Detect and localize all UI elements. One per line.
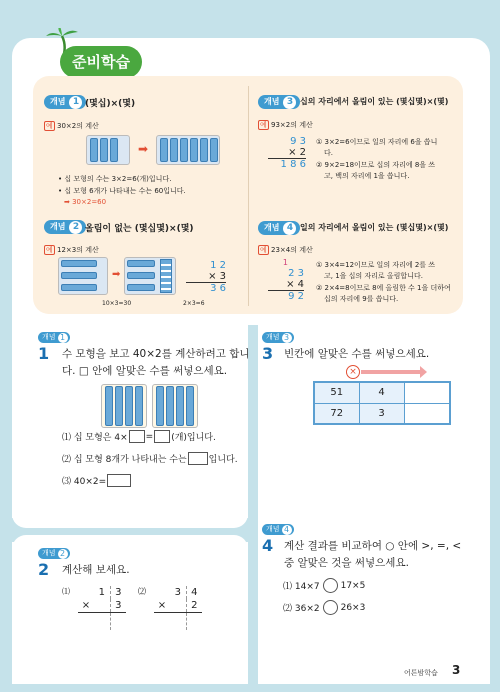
concept-4-step-1b: 고, 1을 십의 자리로 올림합니다. [324, 272, 423, 280]
tens-block [160, 138, 168, 162]
multiplicand: 9 3 [290, 136, 306, 147]
sub-2-text-a: ⑵ 십 모형 8개가 나타내는 수는 [62, 455, 187, 465]
arrow-icon: ➡ [138, 142, 149, 156]
footer-text: 어튼밤학습 [404, 669, 438, 677]
tens-block [156, 386, 164, 426]
problem-1-line-1: 수 모형을 보고 40×2를 계산하려고 합니 [62, 348, 250, 360]
answer-cell-1[interactable] [404, 382, 450, 403]
problem-1-sub-3 [62, 474, 131, 487]
problem-2-number: 2 [38, 560, 50, 579]
cell: 4 [359, 382, 404, 403]
problem-2b-grid[interactable] [154, 586, 202, 630]
prep-divider [248, 86, 249, 306]
problem-3-text: 빈칸에 알맞은 수를 써넣으세요. [284, 348, 430, 360]
tens-block [90, 138, 98, 162]
concept-2-title: 올림이 없는 (몇십몇)×(몇) [85, 224, 194, 234]
multiplication-table [313, 381, 451, 425]
tens-block [210, 138, 218, 162]
compare-1-left: ⑴ 14×7 [283, 582, 320, 592]
example-mark: 예 [260, 246, 267, 254]
answer-cell-2[interactable] [404, 403, 450, 424]
example-title: 23×4의 계산 [271, 246, 313, 254]
tens-block [110, 138, 118, 162]
page-title: 준비학습 [60, 46, 142, 78]
concept-1-bullet-2: • 십 모형 6개가 나타내는 수는 60입니다. [58, 187, 186, 195]
tens-block [176, 386, 184, 426]
times-circle-icon: × [346, 365, 360, 379]
concept-3-step-1b: 다. [324, 149, 333, 157]
example-mark: 예 [46, 246, 53, 254]
example-mark: 예 [260, 121, 267, 129]
product: 1 8 6 [280, 159, 306, 170]
tens-rod [127, 260, 155, 267]
tens-block [135, 386, 143, 426]
concept-1-bullet-1: • 십 모형의 수는 3×2=6(개)입니다. [58, 175, 172, 183]
problem-3-number: 3 [262, 344, 274, 363]
cell: 51 [314, 382, 359, 403]
compare-1-right: 17×5 [340, 580, 366, 591]
concept-badge-2: 개념 2 [44, 220, 86, 234]
problem-4-compare-2 [283, 600, 365, 615]
sub-1-text-b: = [145, 431, 154, 442]
concept-4-step-2a: ② 2×4=8이므로 8에 올림한 수 1을 더하여 [316, 284, 451, 292]
digit: 4 [191, 587, 198, 598]
concept-badge-3: 개념 3 [258, 95, 300, 109]
concept-4-step-2b: 십의 자리에 9를 씁니다. [324, 295, 399, 303]
ones-cubes [160, 259, 172, 293]
cell: 3 [359, 403, 404, 424]
panel-notch [12, 510, 248, 528]
sub-2-text-b: 입니다. [208, 455, 238, 465]
problem-2b-label: ⑵ [138, 587, 146, 596]
multiplier: × 2 [268, 147, 306, 159]
problem-3-badge: 개념 3 [262, 332, 294, 343]
cell: 72 [314, 403, 359, 424]
problem-2a-grid[interactable] [78, 586, 126, 630]
arrow-bar [361, 370, 423, 374]
tens-block [105, 386, 113, 426]
sub-3-text: ⑶ 40×2= [62, 477, 107, 487]
concept-3-step-2a: ② 9×2=18이므로 십의 자리에 8을 쓰 [316, 161, 436, 169]
multiplicand: 1 2 [210, 260, 226, 271]
digit: 3 [110, 599, 126, 612]
problem-2-text: 계산해 보세요. [62, 564, 130, 576]
tens-block [166, 386, 174, 426]
tens-rod [61, 260, 97, 267]
answer-box-3[interactable] [188, 452, 208, 465]
concept-1-title: (몇십)×(몇) [85, 99, 136, 109]
problem-1-badge: 개념 1 [38, 332, 70, 343]
concept-3-step-2b: 고, 백의 자리에 1을 씁니다. [324, 172, 410, 180]
multiplier: × 4 [268, 279, 304, 291]
problem-2-badge: 개념 2 [38, 548, 70, 559]
page-number: 3 [452, 663, 461, 677]
tens-block [180, 138, 188, 162]
digit: 3 [170, 586, 186, 599]
problem-2a-label: ⑴ [62, 587, 70, 596]
digit: 1 [94, 586, 110, 599]
problem-4-line-1: 계산 결과를 비교하여 ○ 안에 >, =, < [284, 540, 462, 552]
times-sign: × [78, 599, 94, 612]
arrow-icon: ➡ [112, 269, 121, 280]
tens-block [200, 138, 208, 162]
digit: 3 [115, 587, 122, 598]
multiplier: × 3 [186, 271, 226, 283]
problem-4-number: 4 [262, 536, 274, 555]
example-title: 93×2의 계산 [271, 121, 313, 129]
sub-1-text-c: (개)입니다. [171, 433, 216, 443]
product: 3 6 [210, 283, 226, 294]
label-tens: 10×3=30 [102, 300, 132, 307]
answer-box-4[interactable] [107, 474, 131, 487]
concept-3-title: 십의 자리에서 올림이 있는 (몇십몇)×(몇) [300, 97, 449, 106]
carry-digit: 1 [282, 258, 288, 267]
tens-block [170, 138, 178, 162]
concept-badge-4: 개념 4 [258, 221, 300, 235]
tens-rod [61, 272, 97, 279]
compare-circle-1[interactable] [323, 578, 338, 593]
problem-1-number: 1 [38, 344, 50, 363]
problem-1-line-2: 다. □ 안에 알맞은 수를 써넣으세요. [62, 365, 228, 377]
problem-4-badge: 개념 4 [262, 524, 294, 535]
label-ones: 2×3=6 [183, 300, 205, 307]
concept-4-title: 일의 자리에서 올림이 있는 (몇십몇)×(몇) [300, 223, 449, 232]
tens-block [115, 386, 123, 426]
product: 9 2 [288, 291, 304, 302]
concept-4-multiplication [268, 257, 304, 302]
compare-2-right: 26×3 [340, 602, 366, 613]
concept-4-step-1a: ① 3×4=12이므로 일의 자리에 2를 쓰 [316, 261, 436, 269]
concept-1-result: ➡ 30×2=60 [64, 198, 107, 206]
tens-rod [127, 272, 155, 279]
tens-block [190, 138, 198, 162]
tens-block [186, 386, 194, 426]
problem-4-line-2: 중 알맞은 것을 써넣으세요. [284, 557, 409, 569]
concept-badge-1: 개념 1 [44, 95, 86, 109]
concept-2-multiplication [186, 260, 226, 294]
column-divider [248, 325, 258, 685]
problem-1-sub-2 [62, 452, 238, 465]
concept-3-step-1a: ① 3×2=6이므로 일의 자리에 6을 씁니 [316, 138, 438, 146]
example-title: 12×3의 계산 [57, 246, 99, 254]
compare-circle-2[interactable] [323, 600, 338, 615]
concept-3-multiplication [268, 136, 306, 170]
tens-rod [127, 284, 155, 291]
digit: 2 [186, 599, 202, 612]
compare-2-left: ⑵ 36×2 [283, 604, 320, 614]
answer-box-2[interactable] [154, 430, 170, 443]
example-title: 30×2의 계산 [57, 122, 99, 130]
answer-box-1[interactable] [129, 430, 145, 443]
example-mark: 예 [46, 122, 53, 130]
sub-1-text-a: ⑴ 십 모형은 4× [62, 433, 128, 443]
problem-4-compare-1 [283, 578, 365, 593]
tens-block [100, 138, 108, 162]
multiplicand: 2 3 [288, 268, 304, 279]
tens-rod [61, 284, 97, 291]
problem-1-sub-1 [62, 430, 216, 443]
arrow-head-icon [420, 366, 427, 378]
tens-block [125, 386, 133, 426]
times-sign: × [154, 599, 170, 612]
